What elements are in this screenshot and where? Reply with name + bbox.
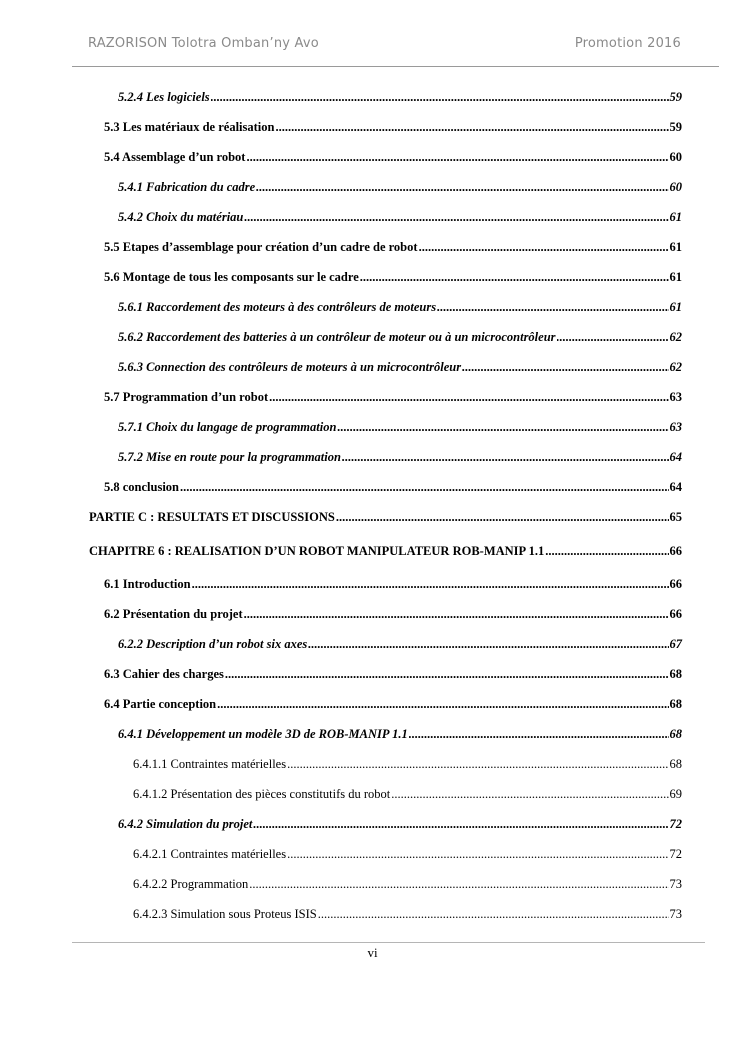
toc-entry[interactable]	[89, 510, 682, 526]
toc-entry-page: 60	[669, 150, 682, 164]
toc-entry-page: 73	[669, 877, 682, 891]
toc-entry-page: 72	[669, 847, 682, 861]
toc-entry[interactable]	[89, 544, 682, 560]
toc-entry-title: 5.6.3 Connection des contrôleurs de moteurs à un microcontrôleur	[118, 360, 462, 374]
toc-entry[interactable]	[104, 390, 682, 406]
toc-entry-page: 68	[669, 667, 682, 681]
toc-entry-title: 6.4.2.1 Contraintes matérielles	[133, 847, 287, 861]
toc-entry-title: 6.4.2.2 Programmation	[133, 877, 249, 891]
toc-entry-page: 73	[669, 907, 682, 921]
toc-entry[interactable]	[118, 817, 682, 833]
toc-entry[interactable]	[104, 240, 682, 256]
toc-entry-page: 61	[669, 300, 682, 314]
toc-entry-page: 66	[669, 577, 682, 591]
toc-entry[interactable]	[118, 90, 682, 106]
toc-entry-title: PARTIE C : RESULTATS ET DISCUSSIONS	[89, 510, 335, 524]
toc-entry-page: 64	[669, 450, 682, 464]
toc-entry-page: 68	[669, 757, 682, 771]
toc-entry-title: 6.4.2.3 Simulation sous Proteus ISIS	[133, 907, 317, 921]
toc-entry-title: 5.6.2 Raccordement des batteries à un contrôleur de moteur ou à un microcontrôleur	[118, 330, 556, 344]
toc-entry[interactable]	[118, 360, 682, 376]
toc-entry[interactable]	[118, 727, 682, 743]
toc-entry-page: 63	[669, 420, 682, 434]
toc-entry-page: 59	[669, 120, 682, 134]
toc-entry-page: 66	[669, 544, 682, 558]
toc-entry[interactable]	[118, 180, 682, 196]
toc-entry[interactable]	[104, 667, 682, 683]
toc-entry[interactable]	[133, 757, 682, 773]
toc-entry-title: 5.8 conclusion	[104, 480, 180, 494]
toc-entry-title: 6.3 Cahier des charges	[104, 667, 224, 681]
toc-entry[interactable]	[104, 270, 682, 286]
toc-entry-page: 65	[669, 510, 682, 524]
toc-entry-title: 5.6 Montage de tous les composants sur le cadre	[104, 270, 359, 284]
toc-entry[interactable]	[104, 697, 682, 713]
toc-entry-page: 66	[669, 607, 682, 621]
toc-entry[interactable]	[104, 607, 682, 623]
toc-entry-title: 6.2.2 Description d’un robot six axes	[118, 637, 308, 651]
toc-entry[interactable]	[104, 120, 682, 136]
toc-entry-page: 59	[669, 90, 682, 104]
toc-entry[interactable]	[118, 420, 682, 436]
header-author: RAZORISON Tolotra Omban’ny Avo	[88, 36, 319, 51]
toc-entry-title: 5.4.1 Fabrication du cadre	[118, 180, 256, 194]
toc-entry-page: 68	[669, 697, 682, 711]
toc-entry-page: 72	[669, 817, 682, 831]
toc-entry-title: 6.4.1.1 Contraintes matérielles	[133, 757, 287, 771]
toc-entry-title: 5.4 Assemblage d’un robot	[104, 150, 246, 164]
page-number: vi	[367, 945, 378, 960]
toc-entry[interactable]	[133, 907, 682, 923]
toc-entry-title: 6.4.1.2 Présentation des pièces constitutifs du robot	[133, 787, 391, 801]
toc-entry[interactable]	[118, 330, 682, 346]
toc-entry-title: 6.4 Partie conception	[104, 697, 217, 711]
toc-entry-title: 5.7.1 Choix du langage de programmation	[118, 420, 337, 434]
toc-entry[interactable]	[104, 480, 682, 496]
toc-entry-page: 67	[669, 637, 682, 651]
toc-entry-title: 6.4.2 Simulation du projet	[118, 817, 253, 831]
toc-entry-page: 62	[669, 330, 682, 344]
toc-entry[interactable]	[133, 787, 682, 803]
toc-entry-title: 5.5 Etapes d’assemblage pour création d’un cadre de robot	[104, 240, 418, 254]
toc-entry-title: 5.6.1 Raccordement des moteurs à des contrôleurs de moteurs	[118, 300, 437, 314]
toc-entry-title: 5.4.2 Choix du matériau	[118, 210, 244, 224]
toc-entry-title: 6.4.1 Développement un modèle 3D de ROB-MANIP 1.1	[118, 727, 408, 741]
toc-entry[interactable]	[104, 150, 682, 166]
toc-entry-page: 64	[669, 480, 682, 494]
footer-divider	[72, 942, 705, 943]
toc-entry-page: 61	[669, 240, 682, 254]
toc-entry[interactable]	[118, 210, 682, 226]
toc-entry-title: 5.2.4 Les logiciels	[118, 90, 210, 104]
toc-entry[interactable]	[133, 847, 682, 863]
toc-entry[interactable]	[118, 300, 682, 316]
toc-entry-title: 5.7 Programmation d’un robot	[104, 390, 269, 404]
toc-entry-page: 63	[669, 390, 682, 404]
toc-entry-page: 69	[669, 787, 682, 801]
toc-entry-title: CHAPITRE 6 : REALISATION D’UN ROBOT MANIPULATEUR ROB-MANIP 1.1	[89, 544, 545, 558]
toc-entry-title: 6.2 Présentation du projet	[104, 607, 243, 621]
toc-entry-page: 60	[669, 180, 682, 194]
toc-entry-page: 68	[669, 727, 682, 741]
toc-entry-title: 5.7.2 Mise en route pour la programmation	[118, 450, 341, 464]
toc-entry-title: 5.3 Les matériaux de réalisation	[104, 120, 275, 134]
header-promotion: Promotion 2016	[574, 36, 681, 51]
toc-entry-title: 6.1 Introduction	[104, 577, 191, 591]
toc-entry-page: 62	[669, 360, 682, 374]
toc-entry-page: 61	[669, 210, 682, 224]
toc-entry[interactable]	[104, 577, 682, 593]
toc-entry-page: 61	[669, 270, 682, 284]
toc-entry[interactable]	[118, 637, 682, 653]
toc-entry[interactable]	[118, 450, 682, 466]
toc-entry[interactable]	[133, 877, 682, 893]
